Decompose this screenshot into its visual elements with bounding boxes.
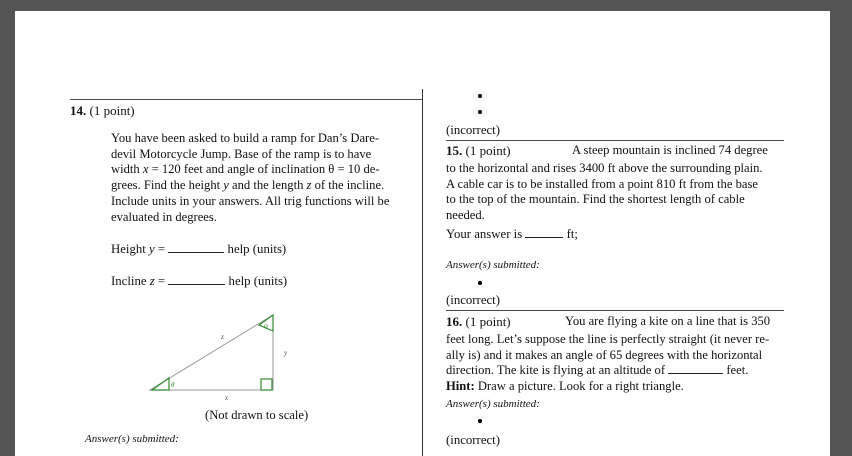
statement-line: You have been asked to build a ramp for Dan’s Dare- <box>111 131 380 145</box>
statement-line: feet long. Let’s suppose the line is perfectly straight (it never re- <box>446 332 770 346</box>
incline-units-link[interactable]: help (units) <box>228 274 288 288</box>
statement-line: direction. The kite is flying at an altitude of feet. <box>446 363 749 378</box>
statement-line: to the horizontal and rises 3400 ft above the surrounding plain. <box>446 161 763 175</box>
separator-dot <box>478 281 482 285</box>
label-phi: φ <box>264 322 268 330</box>
height-label: Height y = <box>111 242 166 256</box>
problem-points: (1 point) <box>465 314 511 329</box>
answer-unit: ft; <box>563 227 578 241</box>
ramp-triangle-figure <box>133 303 288 402</box>
label-theta: θ <box>171 381 175 389</box>
problem-14-statement <box>111 131 410 225</box>
document-page <box>15 11 830 456</box>
problem-points: (1 point) <box>465 143 511 158</box>
problem-14-status: (incorrect) <box>446 123 500 137</box>
statement-line: evaluated in degrees. <box>111 209 217 224</box>
problem-15-statement-start: A steep mountain is inclined 74 degree <box>572 143 768 157</box>
incline-input[interactable] <box>168 283 225 285</box>
separator-dot <box>478 419 482 423</box>
problem-14-answers-submitted: Answer(s) submitted: <box>85 433 179 445</box>
statement-line: Include units in your answers. All trig functions will be <box>111 193 390 208</box>
statement-line: grees. Find the height y and the length z of the incline. <box>111 178 385 193</box>
statement-line: Hint: Draw a picture. Look for a right triangle. <box>446 379 684 394</box>
height-answer-row <box>111 242 286 257</box>
problem-14-header <box>70 103 135 119</box>
answer-prefix: Your answer is <box>446 227 526 241</box>
problem-14-top-rule <box>70 99 422 100</box>
problem-15-answer-row <box>446 227 578 242</box>
statement-line: devil Motorcycle Jump. Base of the ramp is to have <box>111 146 372 161</box>
figure-caption: (Not drawn to scale) <box>205 408 309 422</box>
separator-dot <box>478 94 482 98</box>
problem-number: 14. <box>70 103 87 118</box>
problem-points: (1 point) <box>89 103 135 118</box>
problem-16-answers-submitted: Answer(s) submitted: <box>446 398 540 410</box>
problem-16-header <box>446 314 511 330</box>
height-input[interactable] <box>168 251 224 253</box>
problem-15-top-rule <box>446 140 784 141</box>
statement-line: A cable car is to be installed from a point 810 ft from the base <box>446 176 758 191</box>
problem-15-status: (incorrect) <box>446 293 500 307</box>
problem-15-statement <box>446 161 785 224</box>
cable-length-input[interactable] <box>525 236 563 238</box>
problem-15-answers-submitted: Answer(s) submitted: <box>446 259 540 271</box>
right-column <box>427 11 789 456</box>
problem-number: 16. <box>446 314 463 329</box>
right-angle-marker <box>261 379 272 390</box>
statement-line: ally is) and it makes an angle of 65 degrees with the horizontal <box>446 347 763 362</box>
incline-answer-row <box>111 274 287 289</box>
column-divider <box>422 89 423 456</box>
kite-altitude-input[interactable] <box>668 372 723 374</box>
problem-16-statement-start: You are flying a kite on a line that is 350 <box>565 314 771 328</box>
incline-label: Incline z = <box>111 274 166 288</box>
problem-number: 15. <box>446 143 463 158</box>
statement-line: to the top of the mountain. Find the shortest length of cable <box>446 192 745 207</box>
label-x: x <box>225 394 229 402</box>
height-units-link[interactable]: help (units) <box>227 242 287 256</box>
statement-line: needed. <box>446 208 485 223</box>
statement-line: width x = 120 feet and angle of inclination θ = 10 de- <box>111 162 380 177</box>
label-y: y <box>284 349 288 357</box>
problem-16-statement <box>446 332 785 395</box>
label-z: z <box>221 333 224 341</box>
problem-15-header <box>446 143 511 159</box>
separator-dot <box>478 110 482 114</box>
problem-16-top-rule <box>446 310 784 311</box>
problem-16-status: (incorrect) <box>446 433 500 447</box>
theta-angle-marker <box>152 378 169 390</box>
